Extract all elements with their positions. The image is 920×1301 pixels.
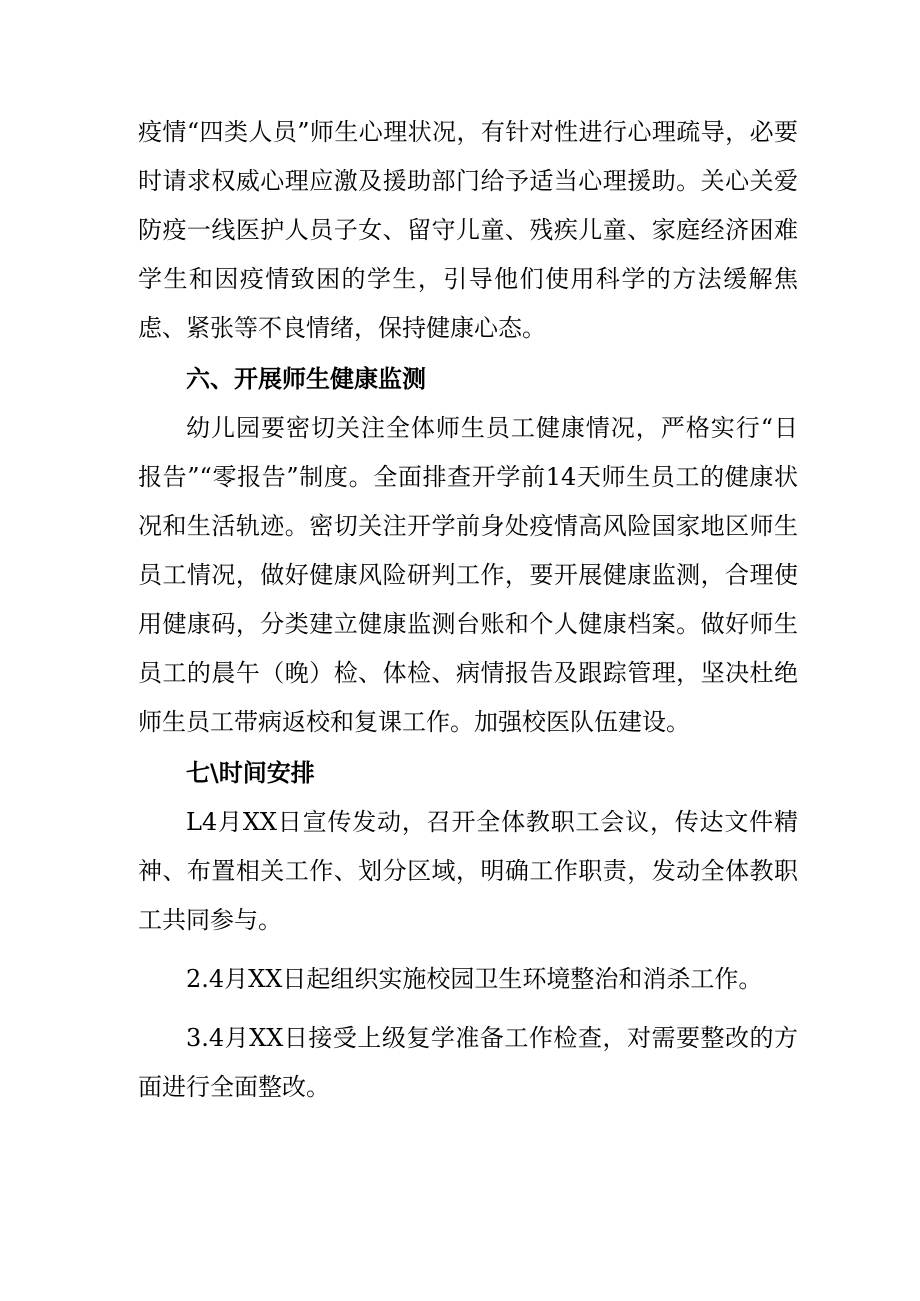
section-heading-7: 七\时间安排 xyxy=(186,759,315,787)
paragraph-continuation: 疫情“四类人员”师生心理状况，有针对性进行心理疏导，必要时请求权威心理应激及援助部门给予适当心理援助。关心关爱防疫一线医护人员子女、留守儿童、残疾儿童、家庭经济困难学生和因疫情致困的学生，引导他们使用科学的方法缓解焦虑、紧张等不良情绪，保持健康心态。 xyxy=(138,118,798,342)
document-page xyxy=(138,108,798,1112)
section-heading-6: 六、开展师生健康监测 xyxy=(186,365,426,393)
schedule-item-2: 2.4月XX日起组织实施校园卫生环境整治和消杀工作。 xyxy=(186,965,763,993)
schedule-item-3: 3.4月XX日接受上级复学准备工作检查，对需要整改的方面进行全面整改。 xyxy=(138,1024,798,1101)
paragraph-health-monitoring: 幼儿园要密切关注全体师生员工健康情况，严格实行“日报告”“零报告”制度。全面排查开学前14天师生员工的健康状况和生活轨迹。密切关注开学前身处疫情高风险国家地区师生员工情况，做好健康风险研判工作，要开展健康监测，合理使用健康码，分类建立健康监测台账和个人健康档案。做好师生员工的晨午（晚）检、体检、病情报告及跟踪管理，坚决杜绝师生员工带病返校和复课工作。加强校医队伍建设。 xyxy=(138,414,798,736)
schedule-item-1: L4月XX日宣传发动，召开全体教职工会议，传达文件精神、布置相关工作、划分区域，明确工作职责，发动全体教职工共同参与。 xyxy=(138,808,798,934)
